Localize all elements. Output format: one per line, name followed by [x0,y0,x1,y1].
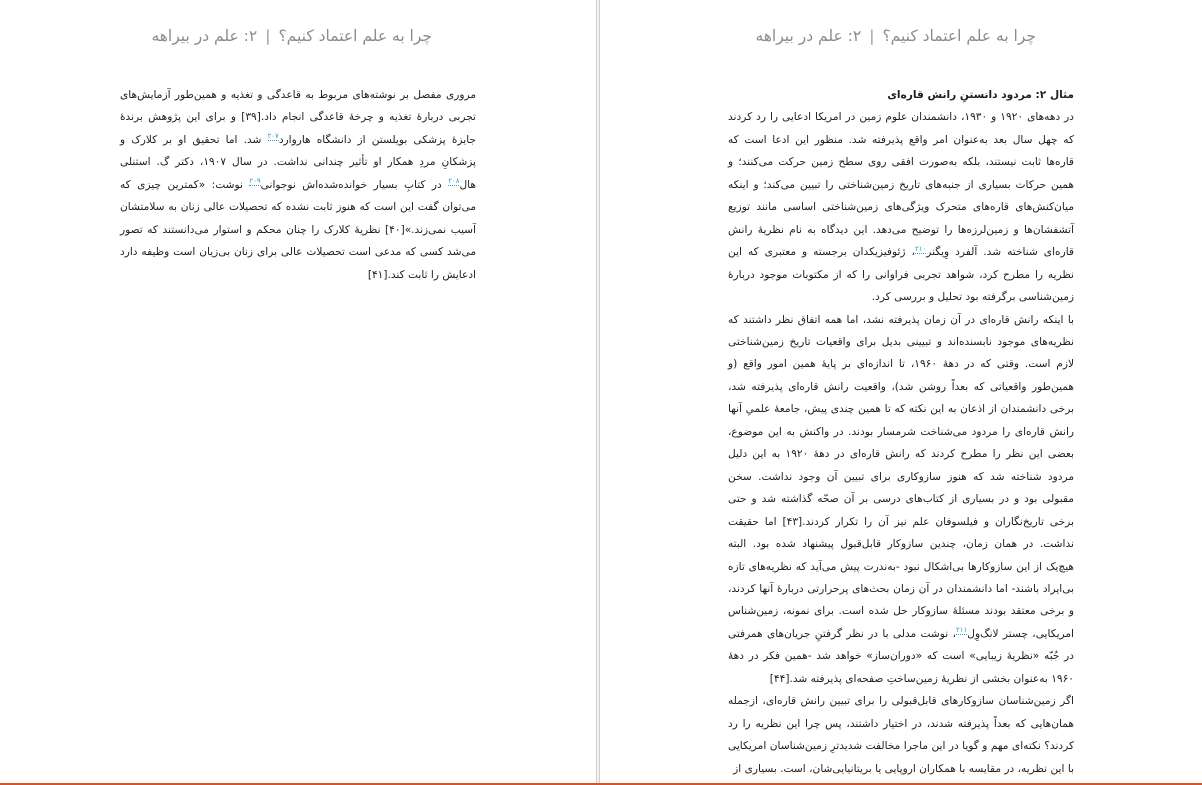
right-paragraph-2 [728,309,1074,691]
left-running-head-book-title: چرا به علم اعتماد کنیم؟ [278,27,432,45]
text-segment: ، ژئوفیزیکدان برجسته و معتبری که این نظریه را مطرح کرد، شواهد تجربی فراوانی را که از مکتوبات موجود دربارهٔ زمین‌شناسی برگرفته بود تحلیل و بررسی کرد. [728,246,1074,304]
footnote-ref-209[interactable]: ۲۰۹ [249,177,261,186]
left-paragraph-1 [120,84,476,286]
text-segment: در دهه‌های ۱۹۲۰ و ۱۹۳۰، دانشمندان علوم زمین در امریکا ادعایی را رد کردند که چهل سال بعد به‌عنوان امر واقع پذیرفته شد. منظور این ادعا است که قاره‌ها ثابت نیستند، بلکه به‌صورت افقی روی سطح زمین حرکت می‌کنند؛ و همین حرکات بسیاری از جنبه‌های تاریخ زمین‌شناختی را تبیین می‌کند؛ و اینکه میان‌کنش‌های قاره‌های متحرک ویژگی‌های زمین‌شناختی اساسی مانند توزیع آتشفشان‌ها و زمین‌لرزه‌ها را توضیح می‌دهد. این دیدگاه به نام نظریهٔ رانش قاره‌ای شناخته شد. آلفرد وِیگنر [728,111,1074,259]
text-segment: مروری مفصل بر نوشته‌های مربوط به قاعدگی و تغذیه و همین‌طور آزمایش‌های تجربی دربارهٔ تغذیه و چرخهٔ قاعدگی انجام داد.[۳۹] و برای این پژوهش برندهٔ جایزهٔ پزشکی بویلستن از دانشگاه هاروارد [120,89,476,146]
text-segment: شد. اما تحقیق او بر کلارک و پزشکانِ مردِ همکار او تأثیر چندانی نداشت. در سال ۱۹۰۷، دکتر گ. استنلی هال [120,133,476,191]
right-running-head [755,27,1036,45]
footnote-ref-208[interactable]: ۲۰۸ [448,177,460,186]
text-segment: با اینکه رانش قاره‌ای در آن زمان پذیرفته نشد، اما همه اتفاق نظر داشتند که نظریه‌های موجود نابسنده‌اند و تبیینی بدیل برای واقعیات تاریخ زمین‌شناختی لازم است. وقتی که در دههٔ ۱۹۶۰، تا اندازه‌ای بر پایهٔ همین امور واقع (و همین‌طور واقعیاتی که بعداً روشن شد)، واقعیت رانش قاره‌ای پذیرفته شد، برخی دانشمندان از اذعان به این نکته که تا همین چندی پیش، جامعهٔ علمیِ آنها رانش قاره‌ای را مردود می‌شناخت شرمسار بودند. در واکنش به این موضوع، بعضی این نظر را مطرح کردند که رانش قاره‌ای در دههٔ ۱۹۲۰ به این دلیل مردود شناخته شد که هنوز سازوکاری برای تبیین آن وجود نداشت. سخن مقبولی بود و در بسیاری از کتاب‌های درسی بر آن صحّه گذاشته شد و حتی برخی تاریخ‌نگاران و فیلسوفان علم نیز آن را تکرار کردند.[۴۳] اما حقیقت نداشت. در همان زمان، چندین سازوکار قابل‌قبول پیشنهاد شده بود. البته هیچ‌یک از این سازوکارها بی‌اشکال نبود -به‌ندرت پیش می‌آید که نظریه‌های تازه بی‌ایراد باشند- اما دانشمندان در آن زمان بحث‌های پرحرارتی دربارهٔ آنها کردند، و برخی معتقد بودند مسئلهٔ سازوکار حل شده است. برای نمونه، زمین‌شناس امریکایی، چستر لانگ‌وِل [728,313,1074,640]
right-paragraph-1 [728,106,1074,308]
text-segment: ، نوشت مدلی با در نظر گرفتنِ جریان‌های همرفتی در جُبّه «نظریهٔ زیبایی» است که «دوران‌ساز» خواهد شد -همین فکر در دههٔ ۱۹۶۰ به‌عنوان بخشی از نظریهٔ زمین‌ساختِ صفحه‌ای پذیرفته شد.[۴۴] [728,627,1074,685]
right-running-head-chapter: ۲: علم در بیراهه [755,27,862,45]
left-page [0,0,596,783]
section-heading: مثال ۲: مردود دانستنِ رانش قاره‌ای [887,89,1074,101]
text-segment: نوشت: «کمترین چیزی که می‌توان گفت این است که هنوز ثابت نشده که تحصیلات عالی زنان به سلامتشان آسیب نمی‌زند.»[۴۰] نظریهٔ کلارک را چنان محکم و استوار می‌دانستند که تصور می‌شد کسی که مدعی است تحصیلات عالی برای زنان بی‌زیان است وظیفه دارد ادعایش را ثابت کند.[۴۱] [120,178,477,281]
footnote-ref-207[interactable]: ۲۰۷ [267,132,279,141]
right-running-head-book-title: چرا به علم اعتماد کنیم؟ [882,27,1036,45]
left-running-head [151,27,432,45]
text-segment: در کتابِ بسیار خوانده‌شده‌اش نوجوانی [260,178,449,191]
right-body-text [728,84,1074,780]
right-paragraph-3 [728,690,1074,780]
left-body-text [120,84,476,286]
text-segment: اگر زمین‌شناسان سازوکارهای قابل‌قبولی را برای تبیین رانش قاره‌ای، ازجمله همان‌هایی که بعداً پذیرفته شدند، در اختیار داشتند، پس چرا این نظریه را رد کردند؟ نکته‌ای مهم و گویا در این ماجرا مخالفت شدیدترِ زمین‌شناسان امریکایی با این نظریه، در مقایسه با همکاران اروپایی یا بریتانیایی‌شان، است. بسیاری از [728,695,1074,775]
right-page [600,0,1202,783]
right-running-head-separator: | [869,27,875,45]
left-running-head-separator: | [265,27,271,45]
footnote-ref-210[interactable]: ۲۱۰ [914,244,927,253]
footnote-ref-211[interactable]: ۲۱۱ [956,626,968,635]
left-running-head-chapter: ۲: علم در بیراهه [151,27,258,45]
